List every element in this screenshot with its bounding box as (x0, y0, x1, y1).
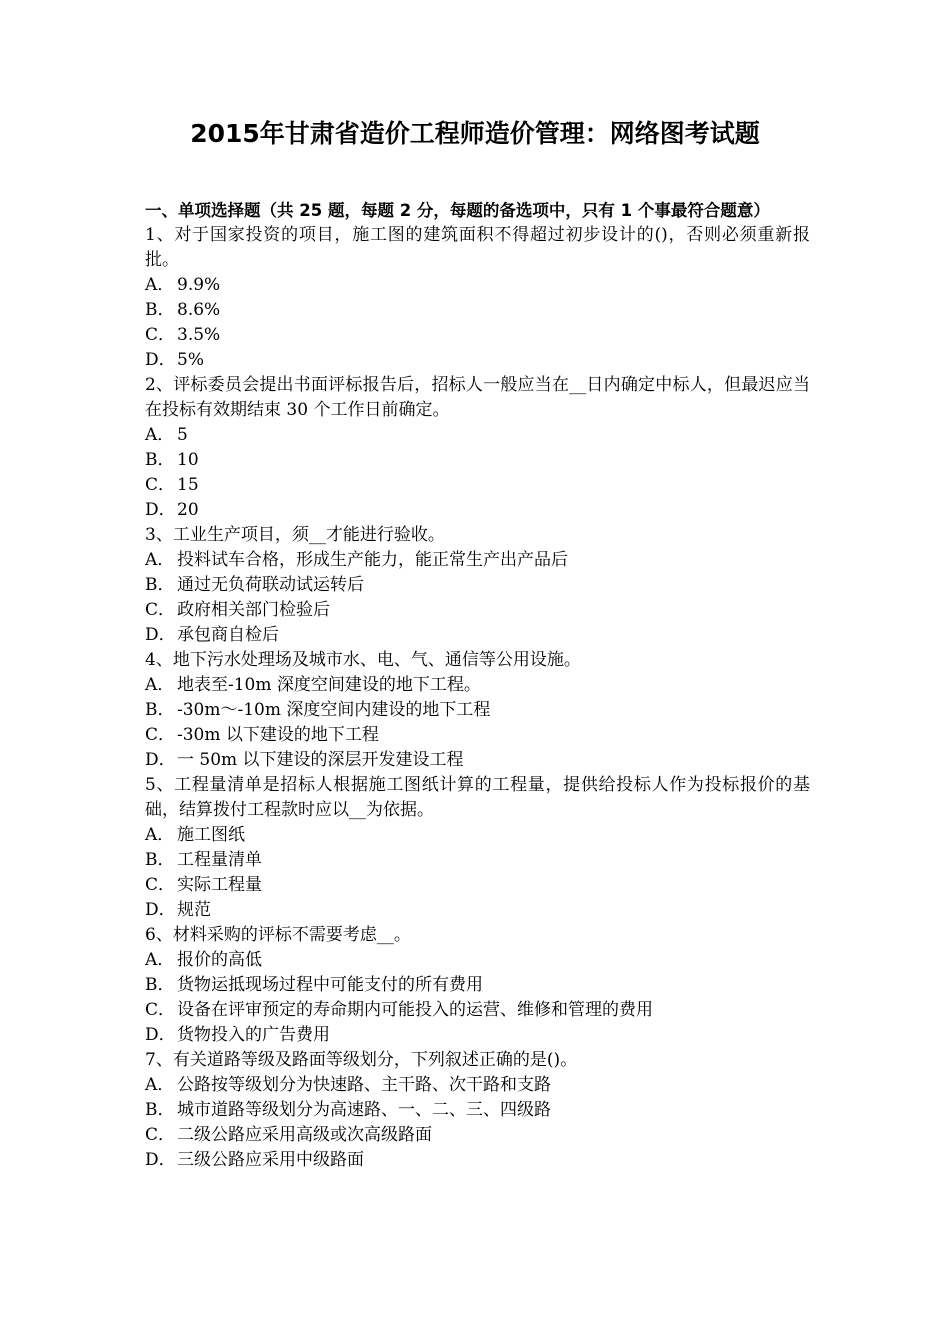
answer-option (145, 698, 810, 723)
answer-option (145, 273, 810, 298)
answer-option (145, 898, 810, 923)
option-letter: C． (145, 1000, 176, 1020)
option-letter: C． (145, 600, 176, 620)
question-stem: 6、材料采购的评标不需要考虑__。 (145, 925, 411, 945)
option-text: 规范 (177, 900, 211, 920)
option-text: 实际工程量 (177, 875, 262, 895)
option-text: 9.9% (177, 275, 221, 295)
question-stem: 3、工业生产项目，须__才能进行验收。 (145, 525, 445, 545)
option-letter: A． (145, 425, 175, 445)
question-stem: 5、工程量清单是招标人根据施工图纸计算的工程量，提供给投标人作为投标报价的基础，结算拨付工程款时应以__为依据。 (145, 775, 810, 820)
answer-option (145, 1073, 810, 1098)
option-letter: D． (145, 1025, 176, 1045)
section-heading: 一、单项选择题（共 25 题，每题 2 分，每题的备选项中，只有 1 个事最符合题意） (145, 201, 770, 220)
option-letter: B． (145, 850, 175, 870)
option-text: 城市道路等级划分为高速路、一、二、三、四级路 (177, 1100, 551, 1120)
answer-option (145, 1023, 810, 1048)
question-3 (145, 523, 810, 648)
option-text: 施工图纸 (177, 825, 245, 845)
option-text: 公路按等级划分为快速路、主干路、次干路和支路 (177, 1075, 551, 1095)
option-text: 承包商自检后 (177, 625, 279, 645)
answer-option (145, 973, 810, 998)
question-stem: 2、评标委员会提出书面评标报告后，招标人一般应当在__日内确定中标人，但最迟应当在投标有效期结束 30 个工作日前确定。 (145, 375, 810, 420)
option-letter: B． (145, 575, 175, 595)
question-4 (145, 648, 810, 773)
option-text: -30m～-10m 深度空间内建设的地下工程 (177, 700, 491, 720)
option-letter: A． (145, 825, 175, 845)
option-text: 设备在评审预定的寿命期内可能投入的运营、维修和管理的费用 (177, 1000, 653, 1020)
option-text: 20 (177, 500, 199, 520)
answer-option (145, 573, 810, 598)
option-letter: B． (145, 1100, 175, 1120)
option-text: 报价的高低 (177, 950, 262, 970)
answer-option (145, 948, 810, 973)
question-stem: 4、地下污水处理场及城市水、电、气、通信等公用设施。 (145, 650, 581, 670)
answer-option (145, 473, 810, 498)
answer-option (145, 848, 810, 873)
page-title: 2015年甘肃省造价工程师造价管理：网络图考试题 (190, 119, 760, 148)
option-letter: A． (145, 950, 175, 970)
option-text: 5% (177, 350, 204, 370)
question-6 (145, 923, 810, 1048)
answer-option (145, 623, 810, 648)
option-letter: D． (145, 500, 176, 520)
answer-option (145, 448, 810, 473)
answer-option (145, 823, 810, 848)
option-letter: B． (145, 450, 175, 470)
answer-option (145, 1098, 810, 1123)
option-text: 三级公路应采用中级路面 (177, 1150, 364, 1170)
question-list (145, 223, 810, 1173)
option-letter: A． (145, 550, 175, 570)
answer-option (145, 998, 810, 1023)
question-stem: 1、对于国家投资的项目，施工图的建筑面积不得超过初步设计的()，否则必须重新报批。 (145, 225, 810, 270)
option-letter: D． (145, 900, 176, 920)
option-text: 8.6% (177, 300, 221, 320)
answer-option (145, 748, 810, 773)
option-letter: D． (145, 625, 176, 645)
option-letter: D． (145, 350, 176, 370)
answer-option (145, 1148, 810, 1173)
option-text: 一 50m 以下建设的深层开发建设工程 (177, 750, 464, 770)
option-letter: C． (145, 875, 176, 895)
option-text: 工程量清单 (177, 850, 262, 870)
answer-option (145, 298, 810, 323)
option-letter: B． (145, 700, 175, 720)
question-7 (145, 1048, 810, 1173)
option-text: 10 (177, 450, 199, 470)
option-letter: C． (145, 725, 176, 745)
question-2 (145, 373, 810, 523)
option-letter: C． (145, 325, 176, 345)
option-text: 政府相关部门检验后 (177, 600, 330, 620)
option-letter: A． (145, 675, 175, 695)
option-text: 货物运抵现场过程中可能支付的所有费用 (177, 975, 483, 995)
option-letter: D． (145, 1150, 176, 1170)
answer-option (145, 423, 810, 448)
answer-option (145, 673, 810, 698)
option-text: 通过无负荷联动试运转后 (177, 575, 364, 595)
option-text: 5 (177, 425, 188, 445)
option-letter: A． (145, 275, 175, 295)
option-letter: C． (145, 1125, 176, 1145)
question-1 (145, 223, 810, 373)
answer-option (145, 548, 810, 573)
answer-option (145, 598, 810, 623)
answer-option (145, 323, 810, 348)
option-letter: C． (145, 475, 176, 495)
option-text: 15 (177, 475, 199, 495)
option-letter: B． (145, 300, 175, 320)
option-text: -30m 以下建设的地下工程 (177, 725, 379, 745)
answer-option (145, 873, 810, 898)
answer-option (145, 1123, 810, 1148)
answer-option (145, 723, 810, 748)
option-text: 3.5% (177, 325, 221, 345)
option-letter: A． (145, 1075, 175, 1095)
option-text: 二级公路应采用高级或次高级路面 (177, 1125, 432, 1145)
document-body (145, 198, 810, 1173)
option-text: 投料试车合格，形成生产能力，能正常生产出产品后 (177, 550, 568, 570)
question-5 (145, 773, 810, 923)
answer-option (145, 348, 810, 373)
option-text: 货物投入的广告费用 (177, 1025, 330, 1045)
option-letter: D． (145, 750, 176, 770)
question-stem: 7、有关道路等级及路面等级划分，下列叙述正确的是()。 (145, 1050, 578, 1070)
option-text: 地表至-10m 深度空间建设的地下工程。 (177, 675, 481, 695)
option-letter: B． (145, 975, 175, 995)
answer-option (145, 498, 810, 523)
